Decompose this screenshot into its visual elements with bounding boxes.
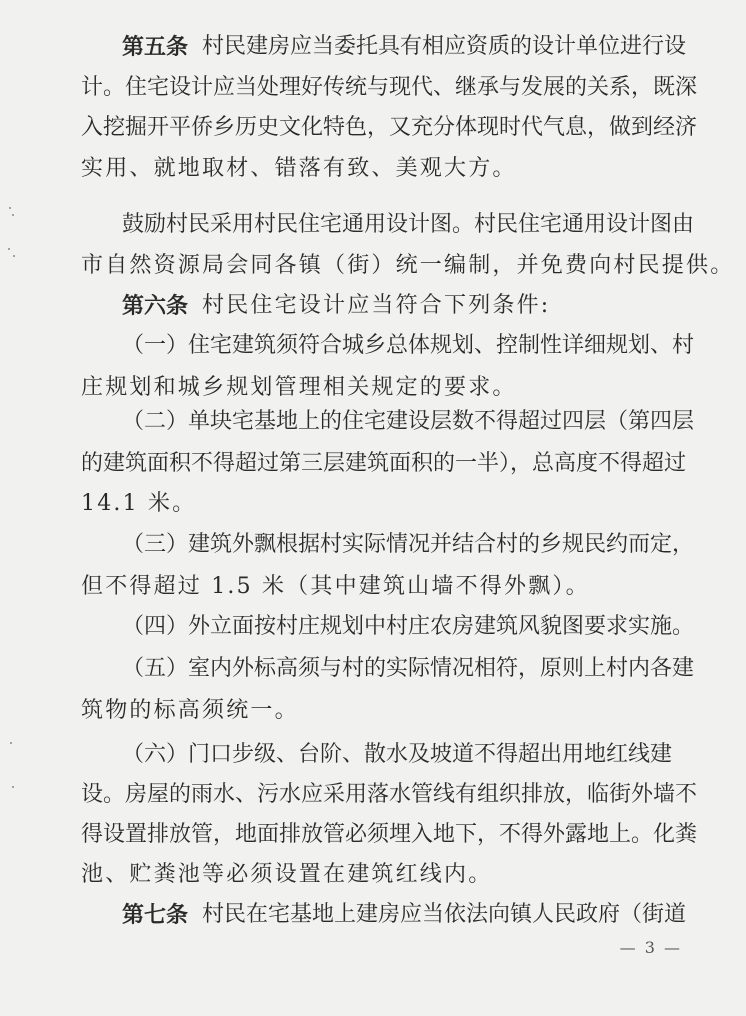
item5-line-1: [0, 647, 746, 691]
article5-line-4: [0, 147, 746, 191]
paragraph-line: （一）住宅建筑须符合城乡总体规划、控制性详细规划、村: [122, 333, 695, 358]
paragraph-line: 鼓励村民采用村民住宅通用设计图。村民住宅通用设计图由: [122, 212, 695, 237]
article5-line-3: [0, 106, 746, 150]
page-number: — 3 —: [619, 938, 682, 957]
item6-line-4: [0, 853, 746, 897]
paragraph-line: （二）单块宅基地上的住宅建设层数不得超过四层（第四层: [122, 409, 695, 434]
article7-text: 村民在宅基地上建房应当依法向镇人民政府（街道: [202, 902, 687, 927]
item2-line-1: [0, 400, 746, 444]
paragraph-line: 池、贮粪池等必须设置在建筑红线内。: [81, 862, 493, 887]
scan-speck: [8, 248, 10, 250]
article6-heading: 第六条: [122, 293, 189, 319]
article5-para2-line-2: [0, 244, 746, 288]
paragraph-line: （四）外立面按村庄规划中村庄农房建筑风貌图要求实施。: [122, 614, 695, 639]
paragraph-line: 市自然资源局会同各镇（街）统一编制，并免费向村民提供。: [81, 253, 735, 278]
item6-line-2: [0, 773, 746, 817]
paragraph-line: 筑物的标高须统一。: [81, 698, 299, 723]
article5-line-1: [0, 25, 746, 69]
scan-speck: [12, 214, 14, 216]
item3-line-1: [0, 523, 746, 567]
item4-line-1: [0, 605, 746, 649]
item3-line-2: [0, 565, 746, 609]
paragraph-line: 庄规划和城乡规划管理相关规定的要求。: [81, 375, 517, 400]
paragraph-line: 14.1 米。: [81, 491, 197, 516]
scan-speck: [13, 255, 15, 257]
article5-line-2: [0, 66, 746, 110]
item1-line-1: [0, 324, 746, 368]
article6-line-1: [0, 284, 746, 328]
item2-line-3: [0, 482, 746, 526]
item5-line-2: [0, 689, 746, 733]
paragraph-line: 实用、就地取材、错落有致、美观大方。: [81, 156, 517, 181]
paragraph-line: 入挖掘开平侨乡历史文化特色，又充分体现时代气息，做到经济: [81, 115, 698, 140]
scan-speck: [10, 742, 12, 744]
item6-line-3: [0, 813, 746, 857]
item6-line-1: [0, 733, 746, 777]
paragraph-line: （三）建筑外飘根据村实际情况并结合村的乡规民约而定，: [122, 532, 695, 557]
paragraph-line: （五）室内外标高须与村的实际情况相符，原则上村内各建: [122, 656, 695, 681]
paragraph-line: 的建筑面积不得超过第三层建筑面积的一半），总高度不得超过: [81, 451, 687, 476]
article6-intro: 村民住宅设计应当符合下列条件:: [202, 293, 551, 318]
article5-text: 村民建房应当委托具有相应资质的设计单位进行设: [202, 34, 687, 59]
article7-line-1: [0, 893, 746, 937]
item2-line-2: [0, 442, 746, 486]
article5-para2-line-1: [0, 203, 746, 247]
paragraph-line: 计。住宅设计应当处理好传统与现代、继承与发展的关系，既深: [81, 75, 698, 100]
paragraph-line: 得设置排放管，地面排放管必须埋入地下，不得外露地上。化粪: [81, 822, 698, 847]
paragraph-line: （六）门口步级、台阶、散水及坡道不得超出用地红线建: [122, 742, 673, 767]
scan-speck: [12, 786, 14, 788]
paragraph-line: 但不得超过 1.5 米（其中建筑山墙不得外飘）。: [81, 574, 590, 599]
article7-heading: 第七条: [122, 902, 189, 928]
scan-speck: [9, 207, 11, 209]
article5-heading: 第五条: [122, 34, 189, 60]
paragraph-line: 设。房屋的雨水、污水应采用落水管线有组织排放，临街外墙不: [81, 782, 698, 807]
